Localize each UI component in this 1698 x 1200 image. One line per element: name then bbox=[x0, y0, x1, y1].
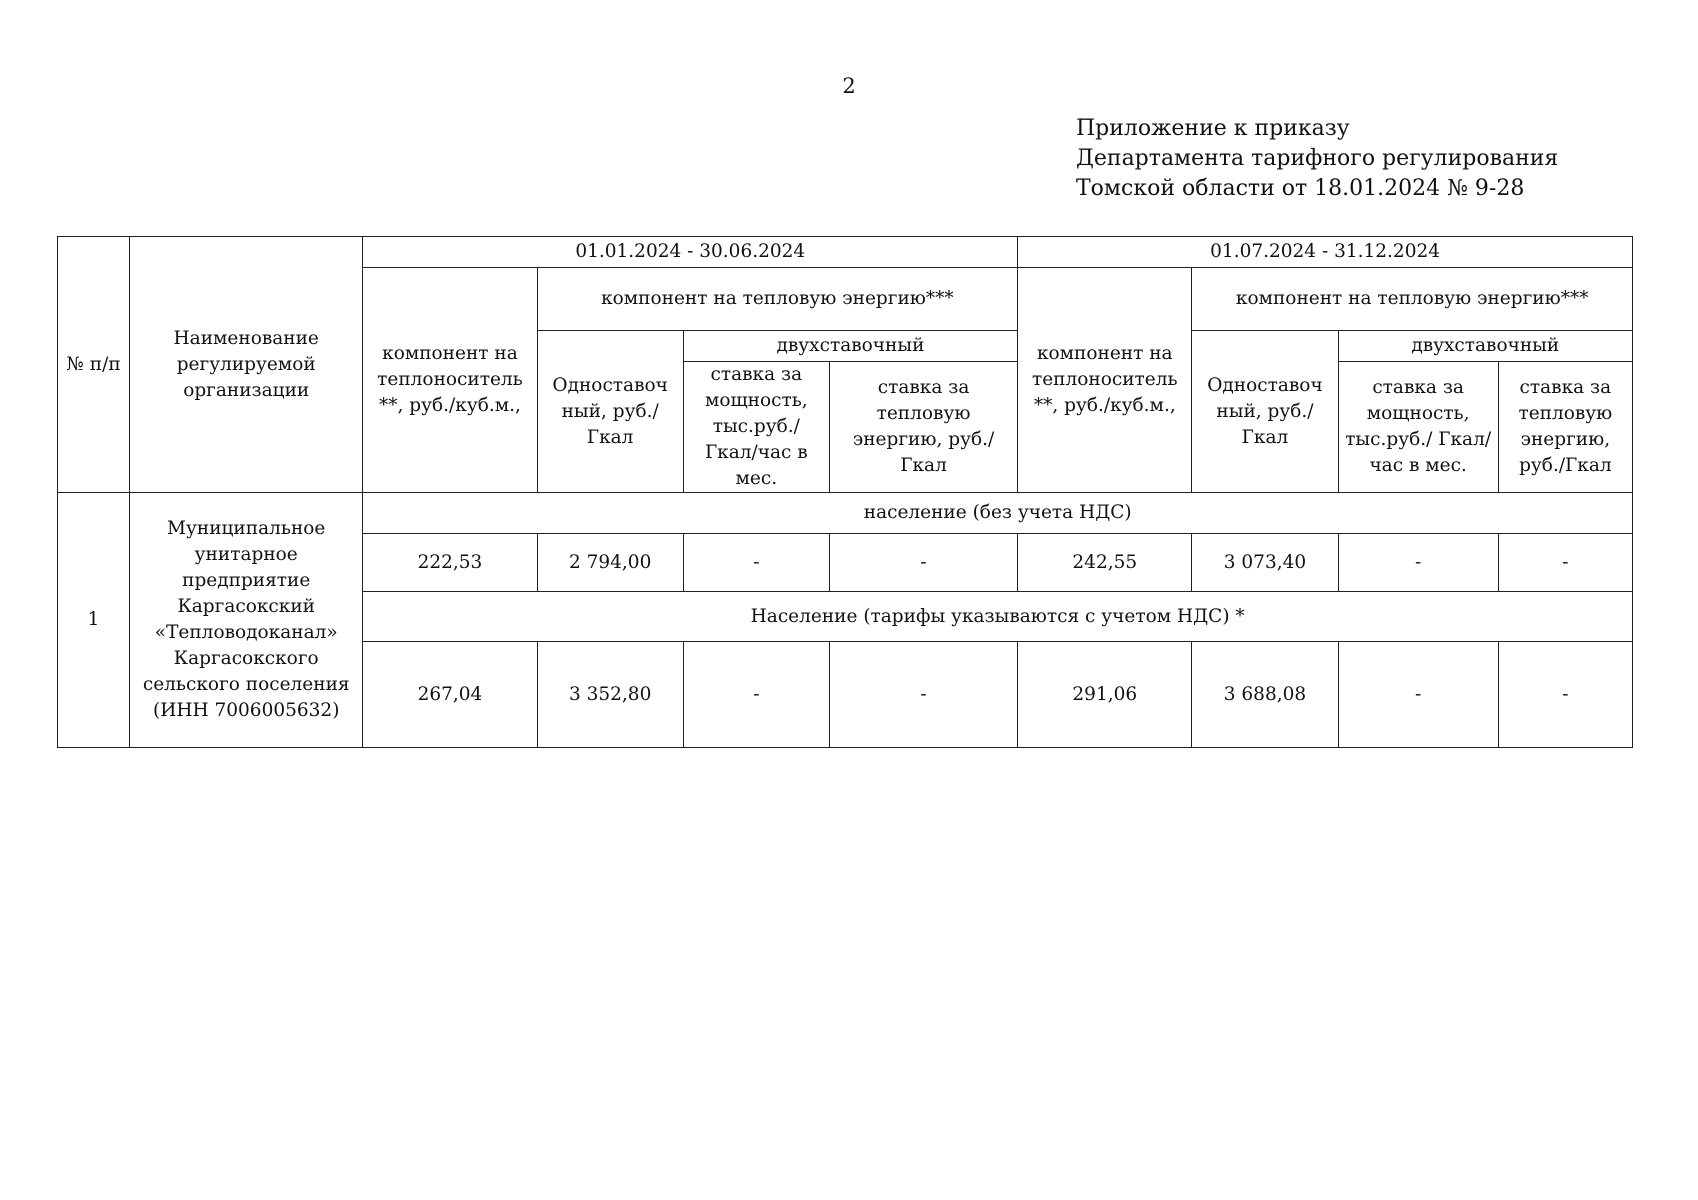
value-cell: - bbox=[1498, 642, 1632, 748]
value-cell: 3 073,40 bbox=[1192, 534, 1338, 592]
appendix-line-3: Томской области от 18.01.2024 № 9-28 bbox=[1076, 176, 1525, 201]
header-period-2: 01.07.2024 - 31.12.2024 bbox=[1018, 237, 1633, 268]
header-energy-rate-2: ставка за тепловую энергию, руб./Гкал bbox=[1498, 362, 1632, 493]
value-cell: - bbox=[1338, 642, 1498, 748]
header-single-rate-1: Одноставоч ный, руб./Гкал bbox=[537, 331, 683, 493]
value-cell: 3 688,08 bbox=[1192, 642, 1338, 748]
value-cell: 2 794,00 bbox=[537, 534, 683, 592]
group-label-with-vat: Население (тарифы указываются с учетом НДС) * bbox=[363, 592, 1633, 642]
header-coolant-component-2: компонент на теплоноситель **, руб./куб.м., bbox=[1018, 268, 1192, 493]
header-coolant-component-1: компонент на теплоноситель **, руб./куб.м., bbox=[363, 268, 537, 493]
value-cell: - bbox=[683, 534, 829, 592]
value-cell: - bbox=[829, 642, 1017, 748]
value-cell: 242,55 bbox=[1018, 534, 1192, 592]
page-number: 2 bbox=[842, 74, 856, 98]
value-cell: - bbox=[1338, 534, 1498, 592]
header-energy-rate-1: ставка за тепловую энергию, руб./Гкал bbox=[829, 362, 1017, 493]
value-cell: - bbox=[1498, 534, 1632, 592]
header-heat-component-2: компонент на тепловую энергию*** bbox=[1192, 268, 1633, 331]
appendix-block bbox=[1076, 114, 1558, 204]
group-label-without-vat: население (без учета НДС) bbox=[363, 493, 1633, 534]
header-org-name: Наименование регулируемой организации bbox=[130, 237, 363, 493]
row-num: 1 bbox=[58, 493, 130, 748]
value-cell: - bbox=[683, 642, 829, 748]
value-cell: 222,53 bbox=[363, 534, 537, 592]
tariff-table bbox=[57, 236, 1633, 748]
header-heat-component-1: компонент на тепловую энергию*** bbox=[537, 268, 1018, 331]
header-period-1: 01.01.2024 - 30.06.2024 bbox=[363, 237, 1018, 268]
header-two-rate-1: двухставочный bbox=[683, 331, 1017, 362]
value-cell: 3 352,80 bbox=[537, 642, 683, 748]
header-num: № п/п bbox=[58, 237, 130, 493]
header-capacity-rate-1: ставка за мощность, тыс.руб./ Гкал/час в мес. bbox=[683, 362, 829, 493]
value-cell: 291,06 bbox=[1018, 642, 1192, 748]
value-cell: 267,04 bbox=[363, 642, 537, 748]
appendix-line-2: Департамента тарифного регулирования bbox=[1076, 146, 1559, 171]
appendix-line-1: Приложение к приказу bbox=[1076, 116, 1350, 141]
value-cell: - bbox=[829, 534, 1017, 592]
header-two-rate-2: двухставочный bbox=[1338, 331, 1632, 362]
header-capacity-rate-2: ставка за мощность, тыс.руб./ Гкал/час в мес. bbox=[1338, 362, 1498, 493]
header-single-rate-2: Одноставоч ный, руб./Гкал bbox=[1192, 331, 1338, 493]
row-org-name: Муниципальное унитарное предприятие Каргасокский «Тепловодоканал» Каргасокского сельского поселения (ИНН 7006005632) bbox=[130, 493, 363, 748]
